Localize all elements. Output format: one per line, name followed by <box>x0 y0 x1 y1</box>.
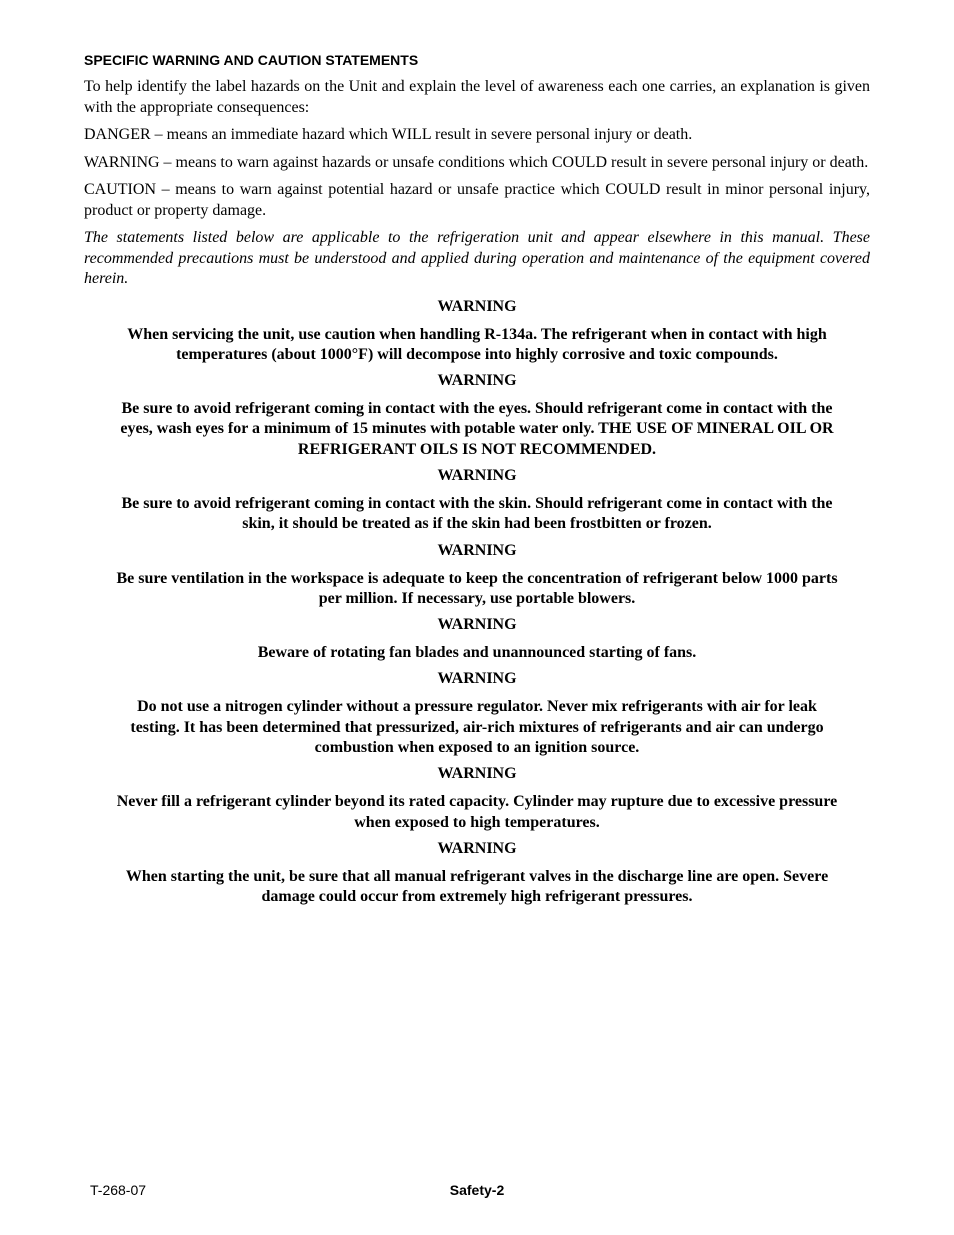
footer-doc-number: T-268-07 <box>90 1182 147 1198</box>
warning-block <box>84 764 870 833</box>
warning-heading: WARNING <box>437 297 517 315</box>
document-page <box>84 52 870 914</box>
section-title: SPECIFIC WARNING AND CAUTION STATEMENTS <box>84 52 419 68</box>
warning-heading: WARNING <box>437 765 517 783</box>
applicability-note: The statements listed below are applicable to the refrigeration unit and appear elsewhere in this manual. These recommended precautions must be understood and applied during operation and maintenance of the equipment covered herein. <box>84 229 870 287</box>
warning-text: Be sure to avoid refrigerant coming in contact with the skin. Should refrigerant come in contact with the skin, it should be treated as if the skin had been frostbitten or frozen. <box>121 494 833 533</box>
warning-block <box>84 297 870 366</box>
warning-text: When servicing the unit, use caution when handling R-134a. The refrigerant when in contact with high temperatures (about 1000°F) will decompose into highly corrosive and toxic compounds. <box>127 325 827 363</box>
warning-heading: WARNING <box>437 466 517 484</box>
warning-block <box>84 669 870 758</box>
warning-block <box>84 541 870 610</box>
warning-heading: WARNING <box>437 616 517 634</box>
warning-block <box>84 371 870 460</box>
definition-danger: DANGER – means an immediate hazard which WILL result in severe personal injury or death. <box>84 126 693 143</box>
warning-text: Never fill a refrigerant cylinder beyond its rated capacity. Cylinder may rupture due to excessive pressure when exposed to high temperatures. <box>116 793 838 831</box>
warning-heading: WARNING <box>437 372 517 390</box>
warning-heading: WARNING <box>437 670 517 688</box>
warning-text: Beware of rotating fan blades and unannounced starting of fans. <box>257 644 697 662</box>
warning-heading: WARNING <box>437 541 517 559</box>
warning-block <box>84 466 870 535</box>
definition-caution: CAUTION – means to warn against potential hazard or unsafe practice which COULD result in minor personal injury, product or property damage. <box>84 181 870 219</box>
warning-text: Be sure ventilation in the workspace is adequate to keep the concentration of refrigerant below 1000 parts per million. If necessary, use portable blowers. <box>116 569 838 607</box>
warning-block <box>84 839 870 908</box>
footer-page-label: Safety-2 <box>449 1182 505 1198</box>
warning-text: Be sure to avoid refrigerant coming in contact with the eyes. Should refrigerant come in contact with the eyes, wash eyes for a minimum of 15 minutes with potable water only. THE USE OF MINERAL OIL OR REFRIGERANT OILS IS NOT RECOMMENDED. <box>120 400 834 458</box>
warning-heading: WARNING <box>437 839 517 857</box>
definition-warning: WARNING – means to warn against hazards or unsafe conditions which COULD result in severe personal injury or death. <box>84 153 869 171</box>
warning-text: When starting the unit, be sure that all manual refrigerant valves in the discharge line are open. Severe damage could occur from extremely high refrigerant pressures. <box>125 867 829 906</box>
intro-paragraph: To help identify the label hazards on the Unit and explain the level of awareness each one carries, an explanation is given with the appropriate consequences: <box>84 78 870 116</box>
warning-block <box>84 615 870 663</box>
warning-text: Do not use a nitrogen cylinder without a pressure regulator. Never mix refrigerants with air for leak testing. It has been determined that pressurized, air-rich mixtures of refrigerants and air can undergo combustion when exposed to an ignition source. <box>130 698 824 757</box>
